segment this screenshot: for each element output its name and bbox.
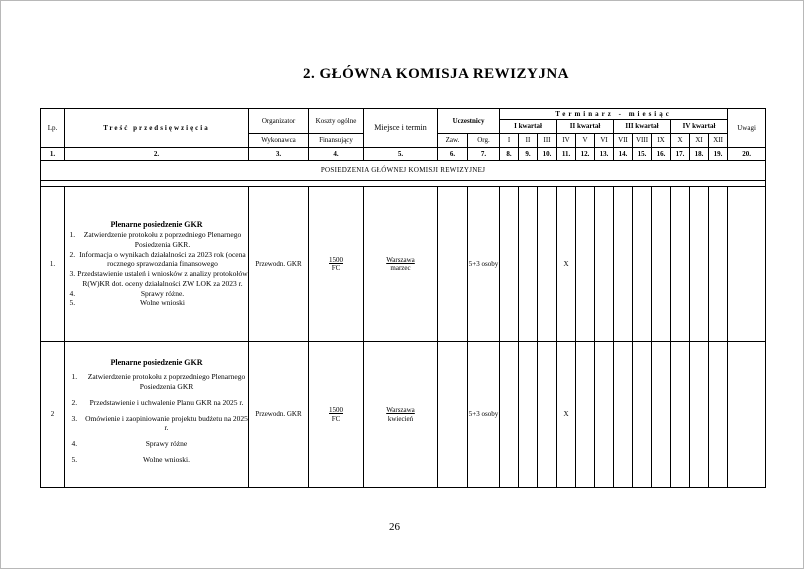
header-kwartal-2: II kwartał	[557, 120, 614, 134]
header-month: V	[576, 134, 595, 148]
month-cell	[500, 342, 519, 488]
month-cell	[595, 187, 614, 342]
month-cell	[652, 342, 671, 488]
row-miejsce-termin	[364, 342, 438, 488]
agenda-item: 5. Wolne wnioski.	[79, 455, 248, 465]
header-organizator: Organizator	[249, 109, 309, 134]
header-zaw: Zaw.	[438, 134, 468, 148]
month-cell	[576, 342, 595, 488]
row-wykonawca: Przewodn. GKR	[249, 187, 309, 342]
month-mark: X	[557, 342, 576, 488]
column-number: 18.	[690, 148, 709, 161]
header-wykonawca: Wykonawca	[249, 134, 309, 148]
header-month: XI	[690, 134, 709, 148]
row-koszty	[309, 342, 364, 488]
header-month: III	[538, 134, 557, 148]
month-cell	[538, 342, 557, 488]
agenda-item: 3. Omówienie i zaopiniowanie projektu budżetu na 2025 r.	[79, 414, 248, 434]
column-number: 17.	[671, 148, 690, 161]
month-cell	[652, 187, 671, 342]
column-number: 2.	[65, 148, 249, 161]
header-miejsce: Miejsce i termin	[364, 109, 438, 148]
row-number: 2	[41, 342, 65, 488]
header-kwartal-1: I kwartał	[500, 120, 557, 134]
agenda-item: 2. Przedstawienie i uchwalenie Planu GKR na 2025 r.	[79, 398, 248, 408]
header-uwagi: Uwagi	[728, 109, 766, 148]
header-terminarz: Terminarz - miesiąc	[500, 109, 728, 120]
page-number: 26	[389, 521, 400, 533]
row-uwagi	[728, 342, 766, 488]
column-number: 14.	[614, 148, 633, 161]
row-termin: marzec	[390, 264, 411, 272]
month-cell	[614, 342, 633, 488]
month-cell	[671, 187, 690, 342]
column-number: 11.	[557, 148, 576, 161]
row-heading: Plenarne posiedzenie GKR	[110, 358, 203, 368]
header-month: VIII	[633, 134, 652, 148]
row-uczestnicy-org: 5+3 osoby	[468, 187, 500, 342]
document-title: 2. GŁÓWNA KOMISJA REWIZYJNA	[302, 66, 570, 82]
row-finansujacy: FC	[331, 264, 341, 272]
column-number: 3.	[249, 148, 309, 161]
row-cost: 1500	[329, 406, 343, 415]
column-number: 15.	[633, 148, 652, 161]
row-miejsce-termin	[364, 187, 438, 342]
column-number: 1.	[41, 148, 65, 161]
header-koszty: Koszty ogólne	[309, 109, 364, 134]
agenda-item: 4. Sprawy różne	[79, 439, 248, 449]
month-cell	[500, 187, 519, 342]
header-month: X	[671, 134, 690, 148]
agenda-item: 2. Informacja o wynikach działalności za 2023 rok (ocena rocznego sprawozdania finansowego	[77, 250, 248, 270]
agenda-list	[65, 372, 248, 464]
column-number: 8.	[500, 148, 519, 161]
row-finansujacy: FC	[331, 414, 341, 423]
row-zaw	[438, 187, 468, 342]
month-cell	[690, 187, 709, 342]
column-number: 20.	[728, 148, 766, 161]
month-cell	[633, 187, 652, 342]
header-month: IX	[652, 134, 671, 148]
header-tresc: Treść przedsięwzięcia	[65, 109, 249, 148]
row-wykonawca: Przewodn. GKR	[249, 342, 309, 488]
commission-plan-table	[40, 108, 766, 488]
month-cell	[709, 342, 728, 488]
column-number: 16.	[652, 148, 671, 161]
header-month: XII	[709, 134, 728, 148]
column-number: 13.	[595, 148, 614, 161]
section-title: POSIEDZENIA GŁÓWNEJ KOMISJI REWIZYJNEJ	[41, 161, 766, 181]
row-zaw	[438, 342, 468, 488]
header-month: IV	[557, 134, 576, 148]
header-uczestnicy: Uczestnicy	[438, 109, 500, 134]
month-cell	[709, 187, 728, 342]
table-row	[41, 342, 766, 488]
row-koszty	[309, 187, 364, 342]
header-kwartal-3: III kwartał	[614, 120, 671, 134]
month-cell	[595, 342, 614, 488]
row-miejsce: Warszawa	[386, 406, 415, 415]
agenda-item: 1. Zatwierdzenie protokołu z poprzedniego Plenarnego Posiedzenia GKR	[79, 372, 248, 392]
agenda-item: 1. Zatwierdzenie protokołu z poprzedniego Plenarnego Posiedzenia GKR.	[77, 230, 248, 250]
month-cell	[614, 187, 633, 342]
row-termin: kwiecień	[387, 414, 414, 423]
row-content	[65, 187, 249, 342]
month-mark: X	[557, 187, 576, 342]
header-month: II	[519, 134, 538, 148]
row-number: 1.	[41, 187, 65, 342]
row-uwagi	[728, 187, 766, 342]
month-cell	[538, 187, 557, 342]
header-kwartal-4: IV kwartał	[671, 120, 728, 134]
column-number: 10.	[538, 148, 557, 161]
header-month: VI	[595, 134, 614, 148]
month-cell	[690, 342, 709, 488]
agenda-item: 4. Sprawy różne.	[77, 289, 248, 299]
column-number: 19.	[709, 148, 728, 161]
header-lp: Lp.	[41, 109, 65, 148]
header-month: VII	[614, 134, 633, 148]
column-number: 12.	[576, 148, 595, 161]
column-number: 6.	[438, 148, 468, 161]
agenda-item: 5. Wolne wnioski	[77, 298, 248, 308]
column-number: 9.	[519, 148, 538, 161]
row-heading: Plenarne posiedzenie GKR	[110, 219, 203, 229]
header-finansujacy: Finansujący	[309, 134, 364, 148]
table-row	[41, 187, 766, 342]
agenda-item: 3. Przedstawienie ustaleń i wniosków z analizy protokołów R(W)KR dot. oceny działalności ZW LOK za 2023 r.	[77, 269, 248, 289]
month-cell	[576, 187, 595, 342]
row-uczestnicy-org: 5+3 osoby	[468, 342, 500, 488]
column-number: 7.	[468, 148, 500, 161]
month-cell	[519, 342, 538, 488]
row-miejsce: Warszawa	[386, 255, 415, 264]
month-cell	[633, 342, 652, 488]
row-content	[65, 342, 249, 488]
header-org: Org.	[468, 134, 500, 148]
agenda-list	[65, 230, 248, 308]
column-number: 5.	[364, 148, 438, 161]
row-cost: 1500	[329, 255, 343, 264]
column-number: 4.	[309, 148, 364, 161]
month-cell	[519, 187, 538, 342]
header-month: I	[500, 134, 519, 148]
month-cell	[671, 342, 690, 488]
